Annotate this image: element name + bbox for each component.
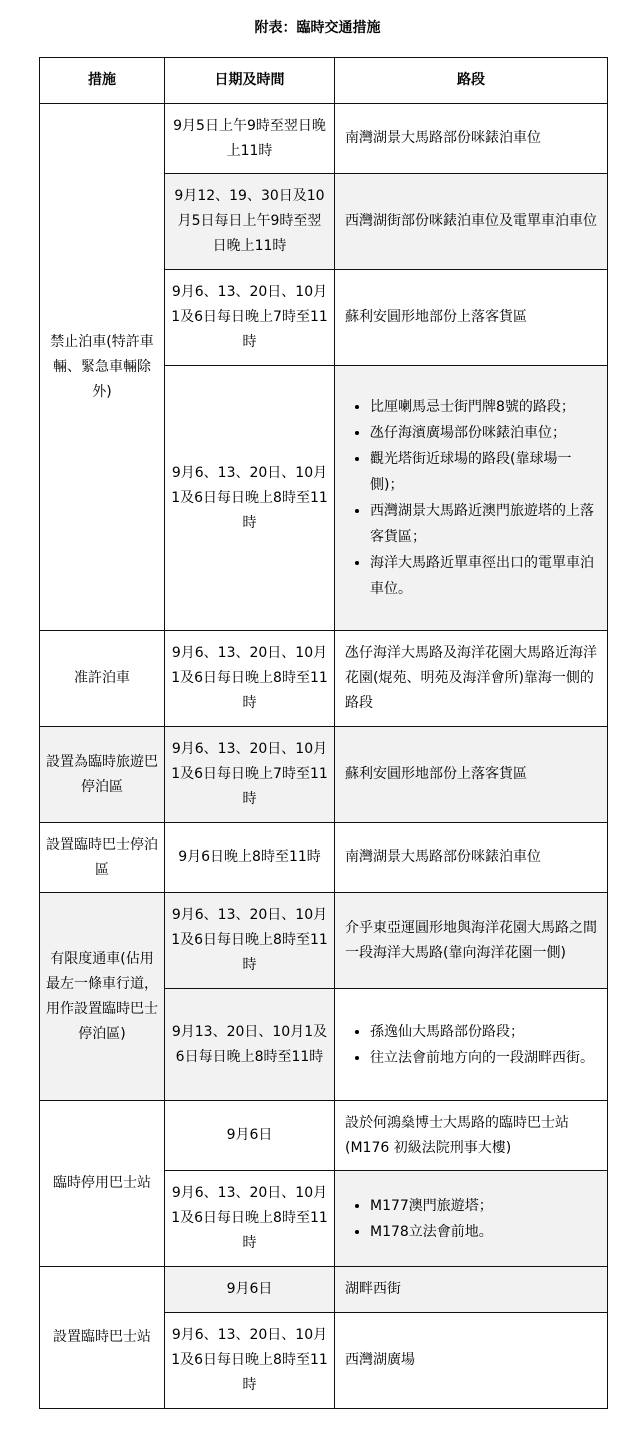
table-row (40, 823, 608, 893)
measure-cell: 有限度通車(佔用最左一條車行道，用作設置臨時巴士停泊區) (40, 893, 165, 1101)
section-cell: 西灣湖街部份咪錶泊車位及電單車泊車位 (335, 174, 608, 270)
datetime-cell: 9月6日晚上8時至11時 (165, 823, 335, 893)
section-cell: 西灣湖廣場 (335, 1313, 608, 1409)
measure-cell: 臨時停用巴士站 (40, 1101, 165, 1267)
section-list (345, 394, 601, 602)
measure-cell: 設置臨時巴士站 (40, 1267, 165, 1409)
header-datetime: 日期及時間 (165, 58, 335, 104)
section-cell: 蘇利安圓形地部份上落客貨區 (335, 270, 608, 366)
header-row (40, 58, 608, 104)
list-item: • M178立法會前地。 (370, 1219, 601, 1245)
section-cell: 南灣湖景大馬路部份咪錶泊車位 (335, 823, 608, 893)
section-list (345, 1193, 601, 1245)
section-cell: 介乎東亞運圓形地與海洋花園大馬路之間一段海洋大馬路(靠向海洋花園一側) (335, 893, 608, 989)
section-cell: 蘇利安圓形地部份上落客貨區 (335, 727, 608, 823)
list-item: • 氹仔海濱廣場部份咪錶泊車位； (370, 420, 601, 446)
datetime-cell: 9月6日 (165, 1101, 335, 1171)
section-cell: 氹仔海洋大馬路及海洋花園大馬路近海洋花園(焜苑、明苑及海洋會所)靠海一側的路段 (335, 631, 608, 727)
list-item: • 海洋大馬路近單車徑出口的電單車泊車位。 (370, 550, 601, 602)
datetime-cell: 9月6、13、20日、10月1及6日每日晚上7時至11時 (165, 727, 335, 823)
traffic-measures-table (39, 57, 608, 1409)
datetime-cell: 9月13、20日、10月1及6日每日晚上8時至11時 (165, 989, 335, 1101)
datetime-cell: 9月6、13、20日、10月1及6日每日晚上8時至11時 (165, 366, 335, 631)
list-item: • M177澳門旅遊塔； (370, 1193, 601, 1219)
list-item: • 觀光塔街近球場的路段(靠球場一側)； (370, 446, 601, 498)
measure-cell: 設置為臨時旅遊巴停泊區 (40, 727, 165, 823)
datetime-cell: 9月12、19、30日及10月5日每日上午9時至翌日晚上11時 (165, 174, 335, 270)
datetime-cell: 9月6日 (165, 1267, 335, 1313)
list-item: • 孫逸仙大馬路部份路段； (370, 1019, 601, 1045)
list-item: • 往立法會前地方向的一段湖畔西街。 (370, 1045, 601, 1071)
list-item: • 比厘喇馬忌士街門牌8號的路段； (370, 394, 601, 420)
datetime-cell: 9月6、13、20日、10月1及6日每日晚上8時至11時 (165, 1313, 335, 1409)
table-row (40, 1101, 608, 1171)
section-list (345, 1019, 601, 1071)
header-measure: 措施 (40, 58, 165, 104)
section-cell (335, 989, 608, 1101)
list-item: • 西灣湖景大馬路近澳門旅遊塔的上落客貨區； (370, 498, 601, 550)
datetime-cell: 9月6、13、20日、10月1及6日每日晚上7時至11時 (165, 270, 335, 366)
section-cell (335, 366, 608, 631)
section-cell: 設於何鴻燊博士大馬路的臨時巴士站(M176 初級法院刑事大樓) (335, 1101, 608, 1171)
page-title: 附表：臨時交通措施 (254, 20, 381, 36)
table-row (40, 893, 608, 989)
datetime-cell: 9月6、13、20日、10月1及6日每日晚上8時至11時 (165, 1171, 335, 1267)
table-row (40, 104, 608, 174)
datetime-cell: 9月6、13、20日、10月1及6日每日晚上8時至11時 (165, 893, 335, 989)
header-section: 路段 (335, 58, 608, 104)
table-row (40, 727, 608, 823)
section-cell: 湖畔西街 (335, 1267, 608, 1313)
measure-cell: 設置臨時巴士停泊區 (40, 823, 165, 893)
datetime-cell: 9月6、13、20日、10月1及6日每日晚上8時至11時 (165, 631, 335, 727)
table-row (40, 1267, 608, 1313)
measure-cell: 禁止泊車(特許車輛、緊急車輛除外) (40, 104, 165, 631)
section-cell (335, 1171, 608, 1267)
table-row (40, 631, 608, 727)
section-cell: 南灣湖景大馬路部份咪錶泊車位 (335, 104, 608, 174)
measure-cell: 准許泊車 (40, 631, 165, 727)
datetime-cell: 9月5日上午9時至翌日晚上11時 (165, 104, 335, 174)
